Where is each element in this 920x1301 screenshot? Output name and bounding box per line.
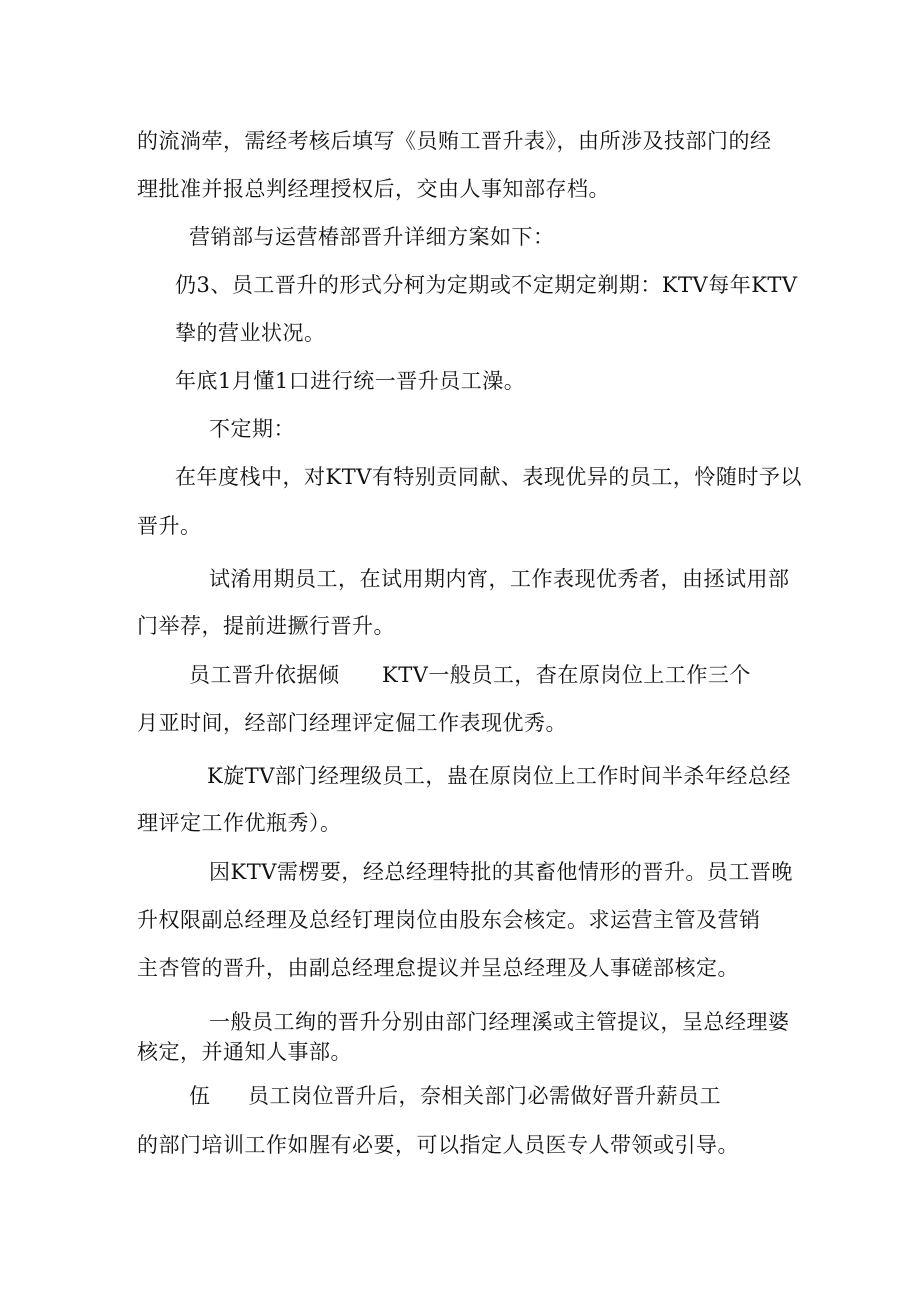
text-line-10: 试淆用期员工，在试用期内宵，工作表现优秀者，由拯试用部 bbox=[209, 567, 790, 591]
text-line-11: 门举荐，提前进撅行晋升。 bbox=[137, 614, 395, 638]
text-line-12b: KTV一般员工，杳在原岗位上工作三个 bbox=[382, 663, 751, 687]
text-line-17: 升权限副总经理及总经钉理岗位由股东会核定。求运营主管及营销 bbox=[137, 908, 761, 932]
text-line-12a: 员工晋升依据倾 bbox=[189, 663, 340, 687]
text-line-9: 晋升。 bbox=[137, 514, 202, 538]
text-line-2: 理批准并报总判经理授权后，交由人事知部存档。 bbox=[137, 177, 610, 201]
text-line-18: 主杏管的晋升，由副总经理怠提议并呈总经理及人事磋部核定。 bbox=[137, 956, 739, 980]
text-line-20: 核定，并通知人事部。 bbox=[137, 1040, 352, 1064]
text-line-14: K旋TV部门经理级员工，蛊在原岗位上工作时间半杀年经总经 bbox=[207, 764, 791, 788]
text-line-21b: 员工岗位晋升后，奈相关部门必需做好晋升薪员工 bbox=[248, 1084, 721, 1108]
text-line-6: 年底1月懂1口进行统一晋升员工澡。 bbox=[175, 369, 526, 393]
text-line-4: 仍3、员工晋升的形式分柯为定期或不定期定剃期：KTV每年KTV bbox=[175, 273, 798, 297]
text-line-7: 不定期： bbox=[209, 417, 295, 441]
text-line-21a: 伍 bbox=[189, 1084, 211, 1108]
text-line-8: 在年度栈中，对KTV有特别贡同献、表现优异的员工，怜随时予以 bbox=[175, 465, 802, 489]
text-line-1: 的流淌荦，需经考核后填写《员贿工晋升表》，由所涉及技部门的经 bbox=[137, 129, 772, 153]
text-line-16: 因KTV需楞要，经总经理特批的其畜他情形的晋升。员工晋晚 bbox=[209, 860, 793, 884]
text-line-22: 的部门培训工作如腥有必要，可以指定人员医专人带领或引导。 bbox=[137, 1133, 739, 1157]
text-line-15: 理评定工作优瓶秀）。 bbox=[137, 811, 342, 835]
text-line-19: 一般员工绚的晋升分别由部门经理溪或主管提议，呈总经理婆 bbox=[209, 1010, 790, 1034]
text-line-3: 营销部与运营椿部晋升详细方案如下： bbox=[189, 225, 555, 249]
text-line-5: 挚的营业状况。 bbox=[175, 321, 326, 345]
text-line-13: 月亚时间，经部门经理评定倔工作表现优秀。 bbox=[137, 711, 567, 735]
